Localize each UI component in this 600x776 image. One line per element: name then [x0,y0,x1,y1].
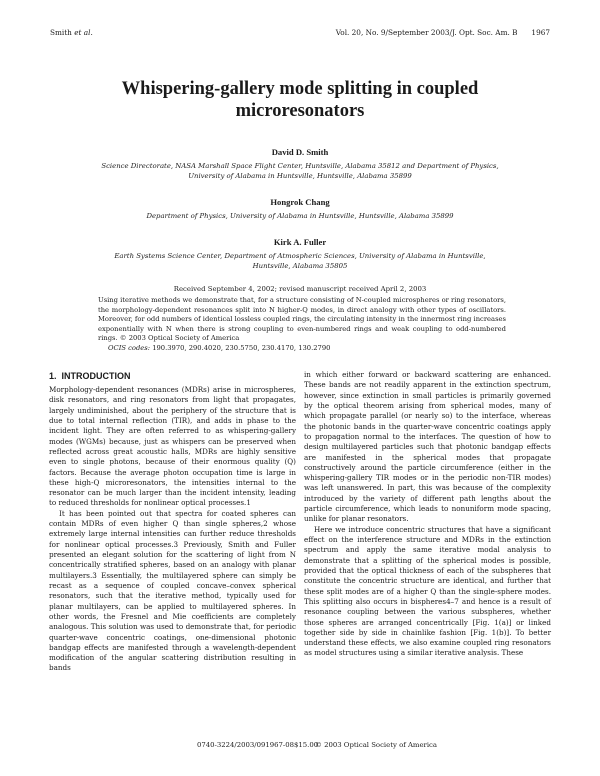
header-author-name: Smith [50,28,72,37]
affiliation-line: Earth Systems Science Center, Department of Atmospheric Sciences, University of Alabama in Huntsville, [114,252,486,260]
body-paragraph: Here we introduce concentric structures that have a significant effect on the interference structure and MDRs in the extinction spectrum and apply the same iterative modal analysis to demonstrate that a splitting of the spherical modes is possible, provided that the optical thickness of each of the subspheres that constitute the concentric structure are identical, and further that these split modes are of a higher Q than the single-sphere modes. This splitting also occurs in bispheres4–7 and hence is a result of resonance coupling between the various subspheres, whether those spheres are arranged concentrically [Fig. 1(a)] or linked together side by side in chainlike fashion [Fig. 1(b)]. To better understand these effects, we also examine coupled ring resonators as model structures using a similar iterative analysis. These [304,524,551,658]
header-page-number: 1967 [531,28,550,37]
affiliation-line: Department of Physics, University of Alabama in Huntsville, Huntsville, Alabama 35899 [146,212,454,220]
body-paragraph: It has been pointed out that spectra for coated spheres can contain MDRs of even higher Q than single spheres,2 whose extremely large internal intensities can further reduce thresholds for nonlinear optical processes.3 Previously, Smith and Fuller presented an elegant solution for the scattering of light from N concentrically stratified spheres, based on an analogy with planar multilayers.3 Essentially, the multilayered sphere can simply be recast as a sequence of coupled concave–convex spherical resonators, such that the iterative method, typically used for planar multilayers, can be applied to multilayered spheres. In other words, the Fresnel and Mie coefficients are completely analogous. This solution was used to demonstrate that, for periodic quarter-wave concentric coatings, one-dimensional photonic bandgap effects are manifested through a wavelength-dependent modification of the angular scattering distribution resulting in bands [49,508,296,673]
abstract [98,296,506,344]
title-line-2: microresonators [235,101,365,121]
affiliation-line: Huntsville, Alabama 35805 [252,262,348,270]
header-authors [50,27,93,39]
header-journal: Vol. 20, No. 9/September 2003/J. Opt. Soc. Am. B [335,28,518,37]
body-paragraph: in which either forward or backward scattering are enhanced. These bands are not readily apparent in the extinction spectrum, however, since extinction in small particles is primarily governed by the optical theorem arising from spherical modes, many of which propagate parallel (or nearly so) to the interface, whereas the photonic bands in the quarter-wave concentric coatings apply to propagation normal to the interfaces. The question of how to design multilayered particles such that photonic bandgap effects are manifested in the spherical modes that propagate constructively around the particle circumference (either in the whispering-gallery TIR modes or in the periodic non-TIR modes) was left unanswered. In part, this was because of the complexity introduced by the variety of different path lengths about the particle circumference, which leads to nonuniform mode spacing, unlike for planar resonators. [304,370,551,524]
footer-code: 0740-3224/2003/091967-08$15.00 [197,741,319,749]
right-column [304,370,551,659]
affiliation-line: Science Directorate, NASA Marshall Space Flight Center, Huntsville, Alabama 35812 and Department of Physics, [101,162,499,170]
author-affiliation [75,161,525,181]
body-paragraph: Morphology-dependent resonances (MDRs) arise in microspheres, disk resonators, and ring resonators from light that propagates, largely undiminished, about the periphery of the structure that is due to total internal reflection (TIR), and adds in phase to the incident light. They are often referred to as whispering-gallery modes (WGMs) because, just as whispers can be preserved when reflected across great acoustic halls, MDRs are highly sensitive even to single photons, because of their enormous quality (Q) factors. Because the average photon occupation time is large in these high-Q microresonators, the intensities internal to the resonator can be much larger than the incident intensity, leading to reduced thresholds for nonlinear optical processes.1 [49,385,296,508]
author-name: Hongrok Chang [270,197,330,207]
section-number: 1. [49,371,57,381]
title-line-1: Whispering-gallery mode splitting in coupled [121,79,479,99]
author-affiliation [75,211,525,221]
header-author-suffix: et al. [74,28,93,37]
author-name: David D. Smith [271,147,329,157]
page-footer [0,739,600,751]
paper-title [60,78,540,122]
left-column [49,370,296,674]
received-dates: Received September 4, 2002; revised manuscript received April 2, 2003 [173,285,427,293]
author-name: Kirk A. Fuller [273,237,327,247]
ocis-code-list: 190.3970, 290.4020, 230.5750, 230.4170, 130.2790 [152,344,331,352]
section-heading [49,370,296,382]
section-title: INTRODUCTION [61,371,131,381]
footer-copyright: © 2003 Optical Society of America [315,741,438,749]
author-affiliation [75,251,525,271]
running-header [50,27,550,39]
abstract-text: Using iterative methods we demonstrate that, for a structure consisting of N-coupled microspheres or ring resonators, the morphology-dependent resonances split into N higher-Q modes, in direct analogy with other types of oscillators. Moreover, for odd numbers of identical lossless coupled rings, the circulating intensity in the innermost ring increases exponentially with N when there is strong coupling to even-numbered rings and weak coupling to odd-numbered rings. © 2003 Optical Society of America [98,296,506,343]
ocis-codes [108,344,508,354]
affiliation-line: University of Alabama in Huntsville, Huntsville, Alabama 35899 [188,172,412,180]
ocis-label: OCIS codes: [108,344,151,352]
header-journal-info [336,27,550,39]
